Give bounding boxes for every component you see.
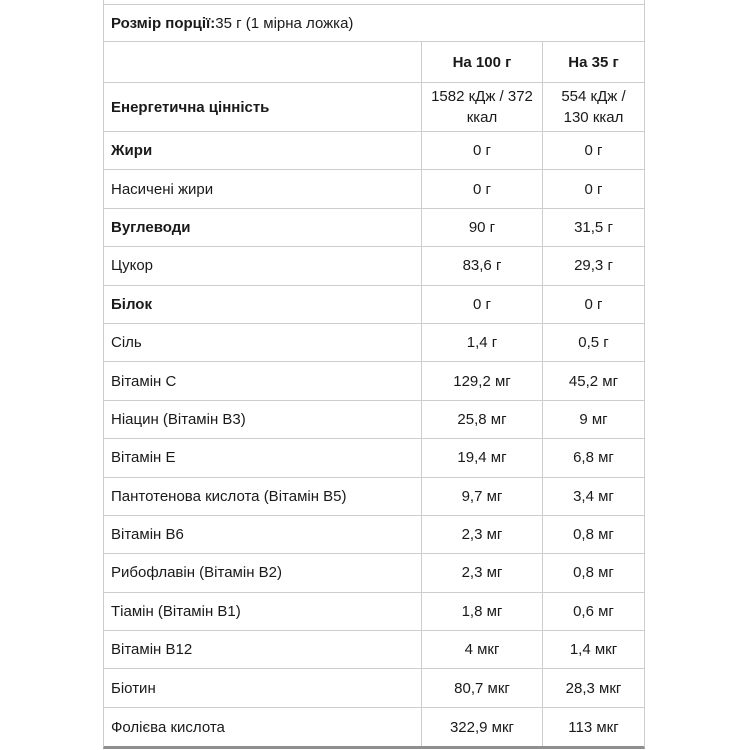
value-per-100g: 1582 кДж / 372 ккал — [422, 83, 543, 131]
value-per-100g: 0 г — [422, 170, 543, 207]
value-per-35g: 0 г — [584, 295, 603, 313]
value-per-100g: 19,4 мг — [422, 439, 543, 476]
value-per-100g: 322,9 мкг — [422, 708, 543, 746]
nutrient-label: Вітамін B12 — [104, 631, 422, 668]
nutrient-label: Ніацин (Вітамін B3) — [104, 401, 422, 438]
value-per-100g: 1,8 мг — [422, 593, 543, 630]
nutrition-facts-table — [103, 0, 645, 749]
value-per-35g: 0,6 мг — [573, 602, 614, 620]
value-per-100g: 90 г — [422, 209, 543, 246]
nutrient-label: Тіамін (Вітамін B1) — [104, 593, 422, 630]
value-per-100g: 129,2 мг — [422, 362, 543, 399]
table-row — [104, 593, 644, 631]
value-per-35g: 6,8 мг — [573, 449, 614, 467]
nutrient-label: Сіль — [104, 324, 422, 361]
column-header-row — [104, 42, 644, 83]
value-per-35g: 28,3 мкг — [565, 679, 622, 697]
value-per-35g: 0,8 мг — [573, 564, 614, 582]
value-per-35g: 0,8 мг — [573, 526, 614, 544]
value-per-100g: 2,3 мг — [422, 554, 543, 591]
value-per-100g: 1,4 г — [422, 324, 543, 361]
serving-size-row — [104, 5, 644, 42]
value-per-35g: 0 г — [584, 180, 603, 198]
serving-size-value: 35 г (1 мірна ложка) — [215, 14, 354, 32]
value-per-100g: 25,8 мг — [422, 401, 543, 438]
table-body — [104, 83, 644, 746]
value-per-100g: 0 г — [422, 132, 543, 169]
header-empty-cell — [104, 42, 422, 82]
nutrient-label: Фолієва кислота — [104, 708, 422, 746]
table-row — [104, 209, 644, 247]
value-per-35g: 29,3 г — [574, 257, 613, 275]
table-row — [104, 554, 644, 592]
value-per-35g: 3,4 мг — [573, 487, 614, 505]
value-per-100g: 0 г — [422, 286, 543, 323]
value-per-35g: 31,5 г — [574, 218, 613, 236]
table-row — [104, 478, 644, 516]
value-per-100g: 4 мкг — [422, 631, 543, 668]
table-row — [104, 362, 644, 400]
nutrient-label: Енергетична цінність — [104, 83, 422, 131]
value-per-35g: 0,5 г — [578, 334, 609, 352]
value-per-100g: 2,3 мг — [422, 516, 543, 553]
nutrient-label: Насичені жири — [104, 170, 422, 207]
table-row — [104, 247, 644, 285]
table-row — [104, 516, 644, 554]
nutrient-label: Цукор — [104, 247, 422, 284]
table-row — [104, 132, 644, 170]
value-per-35g: 554 кДж / 130 ккал — [561, 88, 626, 126]
header-per-100g: На 100 г — [422, 42, 543, 82]
header-per-35g: На 35 г — [568, 53, 619, 71]
table-row — [104, 324, 644, 362]
table-row — [104, 83, 644, 132]
nutrient-label: Вітамін C — [104, 362, 422, 399]
table-row — [104, 439, 644, 477]
value-per-35g: 1,4 мкг — [569, 641, 618, 659]
value-per-35g: 45,2 мг — [568, 372, 619, 390]
nutrient-label: Рибофлавін (Вітамін B2) — [104, 554, 422, 591]
table-row — [104, 286, 644, 324]
nutrient-label: Вуглеводи — [104, 209, 422, 246]
value-per-100g: 9,7 мг — [422, 478, 543, 515]
nutrient-label: Вітамін E — [104, 439, 422, 476]
value-per-35g: 113 мкг — [568, 718, 619, 736]
value-per-100g: 80,7 мкг — [422, 669, 543, 706]
serving-size-label: Розмір порції: — [111, 14, 216, 32]
table-row — [104, 401, 644, 439]
table-row — [104, 631, 644, 669]
value-per-100g: 83,6 г — [422, 247, 543, 284]
value-per-35g: 9 мг — [579, 410, 608, 428]
table-row — [104, 708, 644, 746]
value-per-35g: 0 г — [584, 142, 603, 160]
nutrient-label: Пантотенова кислота (Вітамін B5) — [104, 478, 422, 515]
table-row — [104, 669, 644, 707]
nutrient-label: Біотин — [104, 669, 422, 706]
nutrient-label: Білок — [104, 286, 422, 323]
nutrient-label: Жири — [104, 132, 422, 169]
table-row — [104, 170, 644, 208]
nutrient-label: Вітамін B6 — [104, 516, 422, 553]
